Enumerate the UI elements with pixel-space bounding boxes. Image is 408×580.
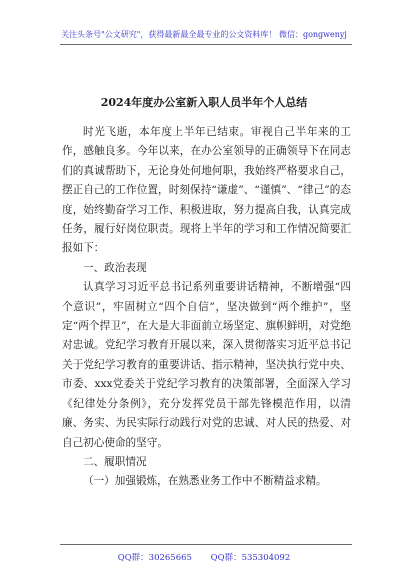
subsection-heading-training: （一）加强锻炼，在熟悉业务工作中不断精益求精。 <box>83 475 327 488</box>
header-divider <box>60 44 352 45</box>
footer-divider <box>60 544 352 545</box>
political-paragraph: 认真学习习近平总书记系列重要讲话精神，不断增强“四个意识”，牢固树立“四个自信”，坚决做到“两个维护”，坚定“两个捍卫”，在大是大非面前立场坚定、旗帜鲜明，对党绝对忠诚。党纪学习教育开展以来，深入贯彻落实习近平总书记关于党纪学习教育的重要讲话、指示精神，坚决执行党中央、市委、xxx党委关于党纪学习教育的决策部署，全面深入学习《纪律处分条例》，充分发挥党员干部先锋模范作用，以清廉、务实、为民实际行动践行对党的忠诚、对人民的热爱、对自己初心使命的坚守。 <box>62 281 351 449</box>
intro-paragraph: 时光飞逝，本年度上半年已结束。审视自己半年来的工作，感触良多。今年以来，在办公室领导的正确领导下在同志们的真诚帮助下，无论身处何地何职，我始终严格要求自己，摆正自己的工作位置，时刻保持“谦虚”、“谨慎”、“律己”的态度，始终勤奋学习工作、积极进取，努力提高自我，认真完成任务，履行好岗位职责。现将上半年的学习和工作情况简要汇报如下： <box>62 126 351 255</box>
document-body <box>62 123 351 492</box>
section-heading-duties: 二、履职情况 <box>83 455 147 468</box>
header-promo-note: 关注头条号"公文研究"，获得最新最全最专业的公文资料库！ 微信：gongwenyj <box>61 30 347 39</box>
section-heading-political: 一、政治表现 <box>83 261 147 274</box>
footer-qq-group-2: QQ群：535304092 <box>210 553 291 563</box>
document-title: 2024年度办公室新入职人员半年个人总结 <box>100 96 308 109</box>
footer-qq-note <box>0 551 408 563</box>
footer-qq-group-1: QQ群：30265665 <box>117 553 192 563</box>
